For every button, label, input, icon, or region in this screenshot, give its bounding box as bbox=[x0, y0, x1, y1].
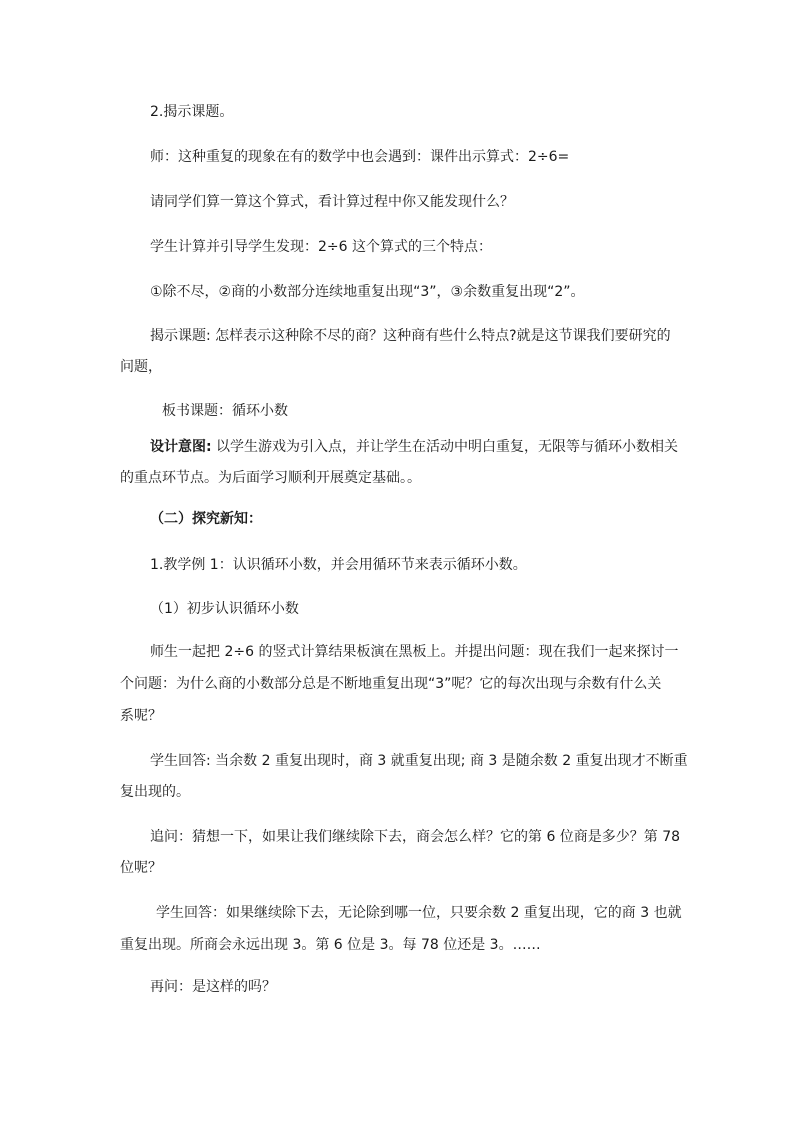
paragraph-student-answer-line2: 复出现的。 bbox=[120, 784, 190, 800]
paragraph-design-intent-line2: 的重点环节点。为后面学习顺利开展奠定基础。。 bbox=[120, 470, 421, 486]
paragraph-board-work-line2: 个问题：为什么商的小数部分总是不断地重复出现“3”呢？它的每次出现与余数有什么关 bbox=[120, 676, 662, 692]
design-intent-text: 以学生游戏为引入点，并让学生在活动中明白重复，无限等与循环小数相关 bbox=[211, 439, 679, 455]
paragraph-students-discover: 学生计算并引导学生发现：2÷6 这个算式的三个特点： bbox=[150, 239, 492, 255]
heading-reveal-topic: 2.揭示课题。 bbox=[150, 104, 234, 120]
paragraph-example-1: 1.教学例 1：认识循环小数，并会用循环节来表示循环小数。 bbox=[150, 557, 527, 573]
paragraph-student-answer-line1: 学生回答: 当余数 2 重复出现时，商 3 就重复出现; 商 3 是随余数 2 重复出现才不断重 bbox=[150, 753, 688, 769]
paragraph-follow-up-line2: 位呢？ bbox=[120, 860, 162, 876]
paragraph-three-features: ①除不尽，②商的小数部分连续地重复出现“3”，③余数重复出现“2”。 bbox=[150, 284, 585, 300]
paragraph-design-intent-line1 bbox=[150, 437, 678, 457]
paragraph-reveal-topic-line1: 揭示课题: 怎样表示这种除不尽的商？这种商有些什么特点?就是这节课我们要研究的 bbox=[150, 328, 671, 344]
paragraph-student-answer2-line1: 学生回答：如果继续除下去，无论除到哪一位，只要余数 2 重复出现，它的商 3 也就 bbox=[156, 905, 682, 921]
paragraph-reveal-topic-line2: 问题， bbox=[120, 359, 162, 375]
paragraph-ask-again: 再问：是这样的吗？ bbox=[150, 979, 276, 995]
paragraph-board-work-line1: 师生一起把 2÷6 的竖式计算结果板演在黑板上。并提出问题：现在我们一起来探讨一 bbox=[150, 644, 679, 660]
paragraph-board-work-line3: 系呢？ bbox=[120, 708, 162, 724]
paragraph-board-title: 板书课题：循环小数 bbox=[162, 403, 288, 419]
design-intent-label: 设计意图: bbox=[150, 439, 212, 455]
section-heading-explore: （二）探究新知： bbox=[150, 511, 262, 527]
paragraph-teacher-intro: 师：这种重复的现象在有的数学中也会遇到：课件出示算式：2÷6= bbox=[150, 149, 570, 165]
paragraph-ask-students: 请同学们算一算这个算式，看计算过程中你又能发现什么？ bbox=[150, 194, 514, 210]
paragraph-follow-up-line1: 追问：猜想一下，如果让我们继续除下去，商会怎么样？它的第 6 位商是多少？第 78 bbox=[150, 829, 681, 845]
paragraph-initial-recognition: （1）初步认识循环小数 bbox=[150, 601, 299, 617]
paragraph-student-answer2-line2: 重复出现。所商会永远出现 3。第 6 位是 3。每 78 位还是 3。…… bbox=[120, 937, 541, 953]
